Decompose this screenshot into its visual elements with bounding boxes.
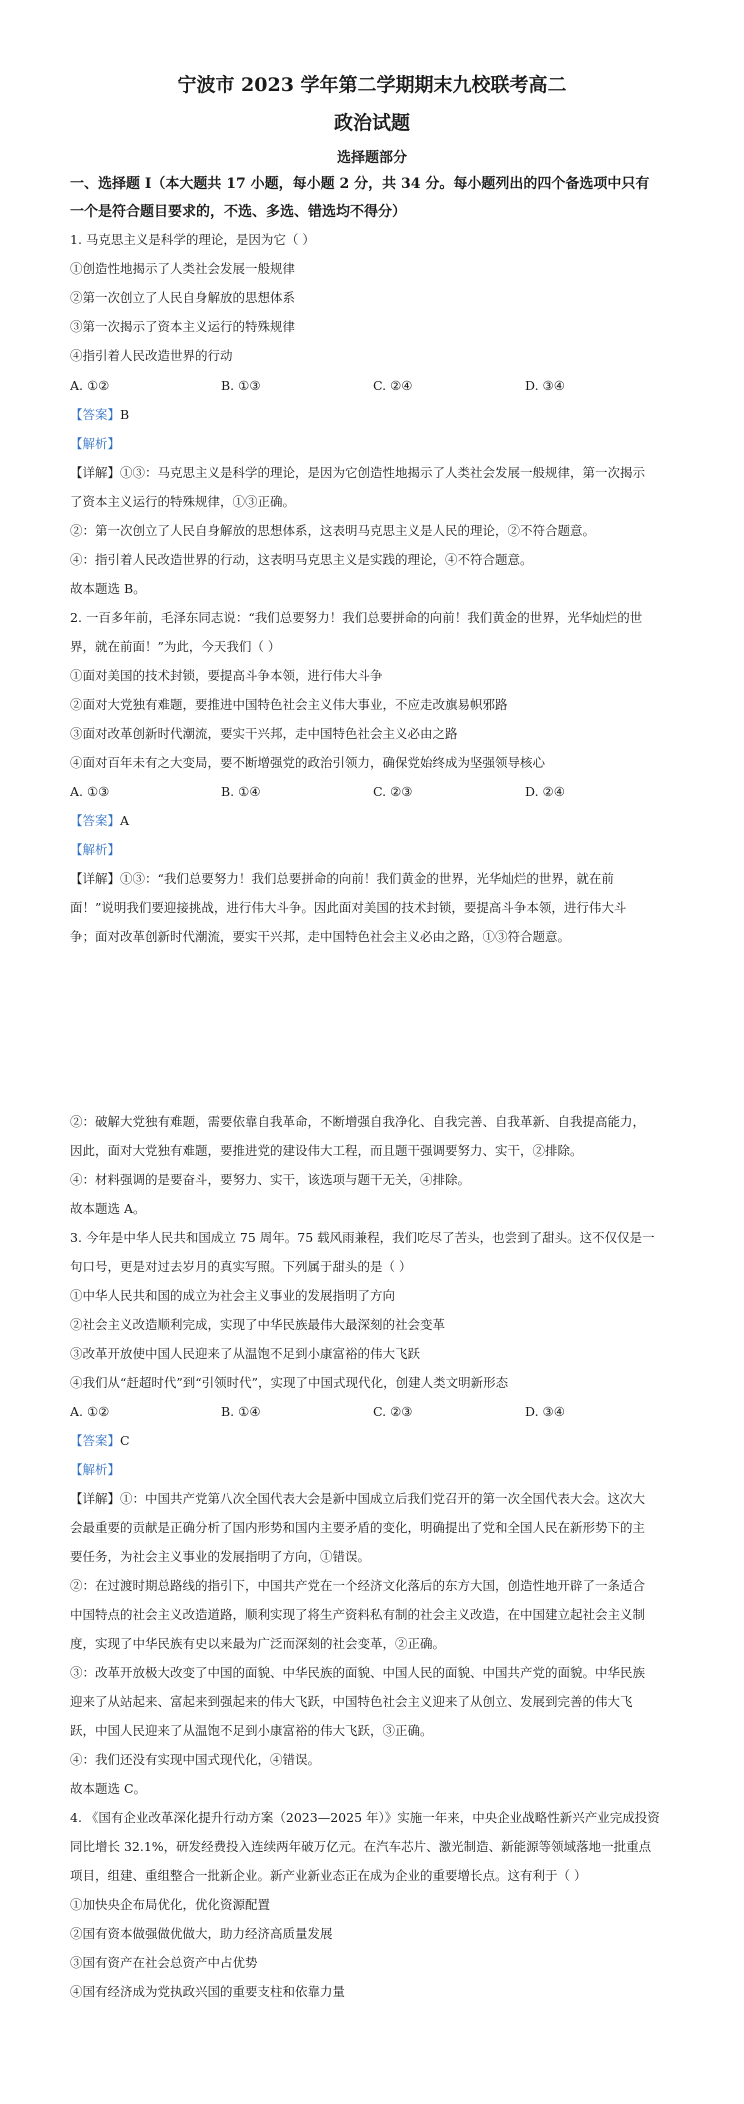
q2-stem-1: 2. 一百多年前，毛泽东同志说：“我们总要努力！我们总要拼命的向前！我们黄金的世界，光华灿烂的世	[70, 610, 643, 625]
q3-detail-text-1: ①：中国共产党第八次全国代表大会是新中国成立后我们党召开的第一次全国代表大会。这次大	[120, 1491, 646, 1506]
q3-item-3: ③改革开放使中国人民迎来了从温饱不足到小康富裕的伟大飞跃	[70, 1346, 421, 1361]
q2-stem-2: 界，就在前面！”为此，今天我们（ ）	[70, 639, 281, 654]
q1-detail-2: 了资本主义运行的特殊规律，①③正确。	[70, 494, 296, 509]
q3-stem-2: 句口号，更是对过去岁月的真实写照。下列属于甜头的是（ ）	[70, 1259, 412, 1274]
q1-analysis-tag: 【解析】	[70, 436, 121, 451]
q2-item-3: ③面对改革创新时代潮流，要实干兴邦，走中国特色社会主义必由之路	[70, 726, 458, 741]
q3-detail-5: 中国特点的社会主义改造道路，顺利实现了将生产资料私有制的社会主义改造，在中国建立起社会主义制	[70, 1607, 646, 1622]
q2-answer-value: A	[120, 813, 130, 828]
q3-option-b: B. ①④	[221, 1404, 261, 1419]
q3-detail-10: ④：我们还没有实现中国式现代化，④错误。	[70, 1752, 321, 1767]
q3-detail-1	[70, 1489, 680, 1509]
q1-detail-text-1: ①③：马克思主义是科学的理论，是因为它创造性地揭示了人类社会发展一般规律，第一次揭示	[120, 465, 646, 480]
q3-option-c: C. ②③	[373, 1404, 413, 1419]
q2-item-1: ①面对美国的技术封锁，要提高斗争本领，进行伟大斗争	[70, 668, 383, 683]
q2-answer-tag: 【答案】	[70, 813, 121, 828]
q1-item-4: ④指引着人民改造世界的行动	[70, 348, 233, 363]
q3-option-a: A. ①②	[70, 1404, 110, 1419]
q3-detail-4: ②：在过渡时期总路线的指引下，中国共产党在一个经济文化落后的东方大国，创造性地开辟了一条适合	[70, 1578, 646, 1593]
q4-item-4: ④国有经济成为党执政兴国的重要支柱和依靠力量	[70, 1984, 346, 1999]
q1-option-d: D. ③④	[525, 378, 565, 393]
q1-answer-value: B	[120, 407, 130, 422]
q3-answer-tag: 【答案】	[70, 1433, 121, 1448]
q2-detail-7: 故本题选 A。	[70, 1201, 146, 1216]
q3-detail-9: 跃，中国人民迎来了从温饱不足到小康富裕的伟大飞跃，③正确。	[70, 1723, 433, 1738]
q2-option-b: B. ①④	[221, 784, 261, 799]
q4-stem-2: 同比增长 32.1%，研发经费投入连续两年破万亿元。在汽车芯片、激光制造、新能源等领域落地一批重点	[70, 1839, 652, 1854]
q4-item-1: ①加快央企布局优化，优化资源配置	[70, 1897, 271, 1912]
q4-item-2: ②国有资本做强做优做大，助力经济高质量发展	[70, 1926, 333, 1941]
q1-option-a: A. ①②	[70, 378, 110, 393]
q1-item-3: ③第一次揭示了资本主义运行的特殊规律	[70, 319, 296, 334]
q1-answer-tag: 【答案】	[70, 407, 121, 422]
q2-detail-4: ②：破解大党独有难题，需要依靠自我革命，不断增强自我净化、自我完善、自我革新、自我提高能力，	[70, 1114, 646, 1129]
q3-detail-6: 度，实现了中华民族有史以来最为广泛而深刻的社会变革，②正确。	[70, 1636, 446, 1651]
q3-detail-tag: 【详解】	[70, 1491, 121, 1506]
q4-stem-3: 项目，组建、重组整合一批新企业。新产业新业态正在成为企业的重要增长点。这有利于（ ）	[70, 1868, 587, 1883]
q3-item-4: ④我们从“赶超时代”到“引领时代”，实现了中国式现代化，创建人类文明新形态	[70, 1375, 509, 1390]
q1-item-1: ①创造性地揭示了人类社会发展一般规律	[70, 261, 296, 276]
q2-item-4: ④面对百年未有之大变局，要不断增强党的政治引领力，确保党始终成为坚强领导核心	[70, 755, 546, 770]
q2-answer	[70, 811, 680, 831]
q1-option-b: B. ①③	[221, 378, 261, 393]
q2-option-d: D. ②④	[525, 784, 565, 799]
exam-title: 宁波市 2023 学年第二学期期末九校联考高二	[177, 74, 567, 96]
q3-detail-11: 故本题选 C。	[70, 1781, 147, 1796]
q3-item-2: ②社会主义改造顺利完成，实现了中华民族最伟大最深刻的社会变革	[70, 1317, 446, 1332]
q3-stem-1: 3. 今年是中华人民共和国成立 75 周年。75 载风雨兼程，我们吃尽了苦头，也尝到了甜头。这不仅仅是一	[70, 1230, 655, 1245]
q4-stem-1: 4. 《国有企业改革深化提升行动方案（2023—2025 年）》实施一年来，中央企业战略性新兴产业完成投资	[70, 1810, 660, 1825]
q1-detail-3: ②：第一次创立了人民自身解放的思想体系，这表明马克思主义是人民的理论，②不符合题意。	[70, 523, 596, 538]
q1-detail-1	[70, 463, 680, 483]
q1-detail-tag: 【详解】	[70, 465, 121, 480]
q1-detail-4: ④：指引着人民改造世界的行动，这表明马克思主义是实践的理论，④不符合题意。	[70, 552, 533, 567]
q3-analysis-tag: 【解析】	[70, 1462, 121, 1477]
q3-detail-3: 要任务，为社会主义事业的发展指明了方向，①错误。	[70, 1549, 371, 1564]
q2-option-c: C. ②③	[373, 784, 413, 799]
q1-detail-5: 故本题选 B。	[70, 581, 146, 596]
subject-title: 政治试题	[333, 112, 410, 134]
q3-detail-2: 会最重要的贡献是正确分析了国内形势和国内主要矛盾的变化，明确提出了党和全国人民在新形势下的主	[70, 1520, 646, 1535]
q1-item-2: ②第一次创立了人民自身解放的思想体系	[70, 290, 296, 305]
q2-detail-text-1: ①③：“我们总要努力！我们总要拼命的向前！我们黄金的世界，光华灿烂的世界，就在前	[120, 871, 614, 886]
q2-item-2: ②面对大党独有难题，要推进中国特色社会主义伟大事业，不应走改旗易帜邪路	[70, 697, 508, 712]
q2-detail-5: 因此，面对大党独有难题，要推进党的建设伟大工程，而且题干强调要努力、实干，②排除。	[70, 1143, 583, 1158]
q1-stem: 1. 马克思主义是科学的理论，是因为它（ ）	[70, 232, 315, 247]
q1-option-c: C. ②④	[373, 378, 413, 393]
q2-detail-tag: 【详解】	[70, 871, 121, 886]
q3-detail-8: 迎来了从站起来、富起来到强起来的伟大飞跃，中国特色社会主义迎来了从创立、发展到完善的伟大飞	[70, 1694, 633, 1709]
part-title: 选择题部分	[337, 150, 407, 166]
q3-answer-value: C	[120, 1433, 130, 1448]
q3-item-1: ①中华人民共和国的成立为社会主义事业的发展指明了方向	[70, 1288, 396, 1303]
q4-item-3: ③国有资产在社会总资产中占优势	[70, 1955, 258, 1970]
q1-answer	[70, 405, 680, 425]
q2-option-a: A. ①③	[70, 784, 110, 799]
q3-answer	[70, 1431, 680, 1451]
section-heading-line2: 一个是符合题目要求的，不选、多选、错选均不得分）	[70, 204, 406, 220]
q2-detail-6: ④：材料强调的是要奋斗，要努力、实干，该选项与题干无关，④排除。	[70, 1172, 471, 1187]
q2-detail-2: 面！”说明我们要迎接挑战，进行伟大斗争。因此面对美国的技术封锁，要提高斗争本领，进行伟大斗	[70, 900, 627, 915]
q2-detail-3: 争；面对改革创新时代潮流，要实干兴邦，走中国特色社会主义必由之路，①③符合题意。	[70, 929, 571, 944]
section-heading-line1: 一、选择题 I（本大题共 17 小题，每小题 2 分，共 34 分。每小题列出的四个备选项中只有	[70, 176, 650, 192]
q3-option-d: D. ③④	[525, 1404, 565, 1419]
q2-detail-1	[70, 869, 680, 889]
q2-analysis-tag: 【解析】	[70, 842, 121, 857]
q3-detail-7: ③：改革开放极大改变了中国的面貌、中华民族的面貌、中国人民的面貌、中国共产党的面貌。中华民族	[70, 1665, 646, 1680]
